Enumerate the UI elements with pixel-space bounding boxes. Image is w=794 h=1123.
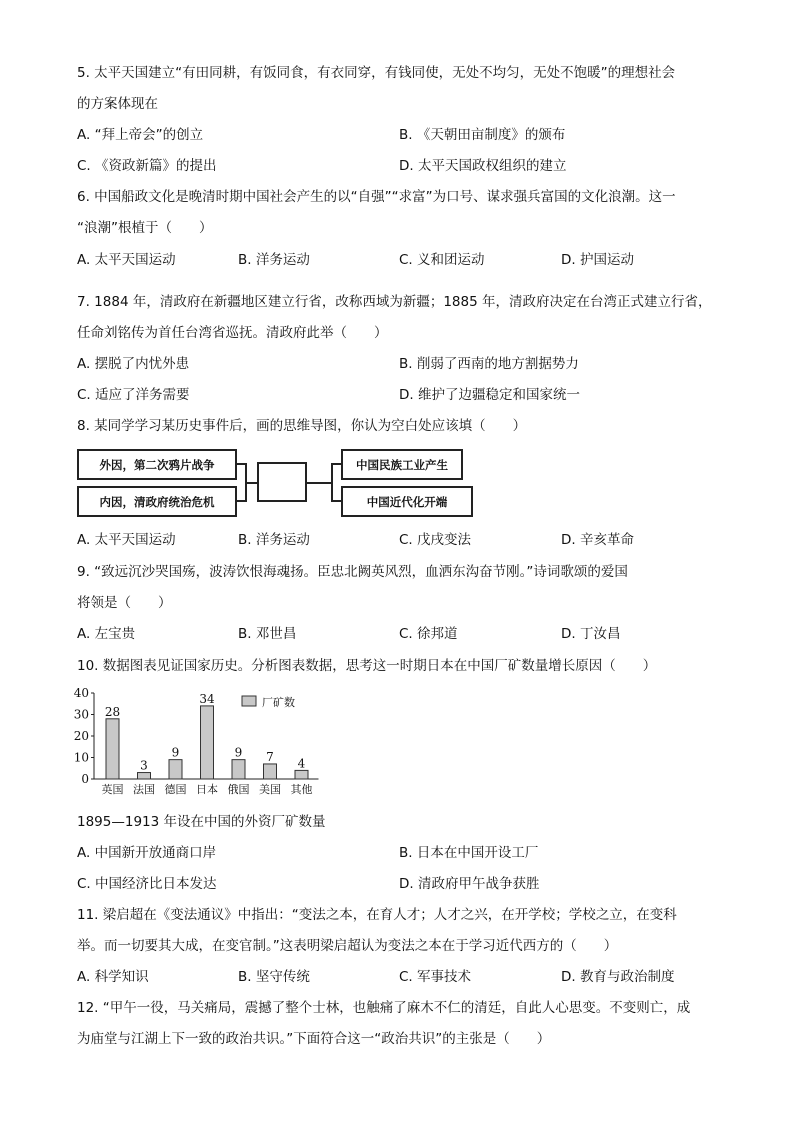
q9-option-b[interactable]: B. 邓世昌: [238, 626, 297, 642]
q12-stem-line2: 为庙堂与江湖上下一致的政治共识。”下面符合这一“政治共识”的主张是（ ）: [77, 1031, 551, 1047]
q8-stem: 8. 某同学学习某历史事件后，画的思维导图，你认为空白处应该填（ ）: [77, 418, 527, 434]
x-tick-label: 日本: [196, 783, 218, 796]
q7-option-d[interactable]: D. 维护了边疆稳定和国家统一: [399, 387, 580, 403]
x-tick-label: 美国: [259, 783, 281, 796]
mindmap-connector: [331, 463, 333, 502]
q11-option-c[interactable]: C. 军事技术: [399, 969, 472, 985]
q11-option-a[interactable]: A. 科学知识: [77, 969, 149, 985]
bar-日本: [201, 706, 214, 779]
x-tick-label: 俄国: [227, 783, 250, 796]
legend-swatch: [242, 696, 256, 706]
q9-stem-line2: 将领是（ ）: [77, 595, 172, 611]
q5-stem-line2: 的方案体现在: [77, 96, 158, 112]
q10-option-b[interactable]: B. 日本在中国开设工厂: [399, 845, 539, 861]
data-label: 4: [297, 756, 306, 771]
q10-option-c[interactable]: C. 中国经济比日本发达: [77, 876, 217, 892]
data-label: 28: [104, 704, 121, 719]
mindmap-connector: [307, 482, 333, 484]
bar-美国: [264, 764, 277, 779]
y-tick-label: 20: [73, 729, 89, 743]
q6-option-b[interactable]: B. 洋务运动: [238, 252, 310, 268]
q6-option-c[interactable]: C. 义和团运动: [399, 252, 485, 268]
q5-option-d[interactable]: D. 太平天国政权组织的建立: [399, 158, 567, 174]
q7-stem-line1: 7. 1884 年，清政府在新疆地区建立行省，改称西域为新疆；1885 年，清政府决定在台湾正式建立行省，: [77, 294, 712, 310]
y-tick-label: 40: [73, 686, 89, 700]
bar-其他: [295, 770, 308, 779]
q7-option-a[interactable]: A. 摆脱了内忧外患: [77, 356, 190, 372]
q5-option-a[interactable]: A. “拜上帝会”的创立: [77, 127, 204, 143]
q6-option-a[interactable]: A. 太平天国运动: [77, 252, 176, 268]
q8-option-a[interactable]: A. 太平天国运动: [77, 532, 176, 548]
q12-stem-line1: 12. “甲午一役，马关痛局，震撼了整个士林，也触痛了麻木不仁的清廷，自此人心思变。不变则亡，成: [77, 1000, 691, 1016]
q8-option-d[interactable]: D. 辛亥革命: [561, 532, 634, 548]
q10-option-d[interactable]: D. 清政府甲午战争获胜: [399, 876, 540, 892]
q11-option-d[interactable]: D. 教育与政治制度: [561, 969, 675, 985]
q11-option-b[interactable]: B. 坚守传统: [238, 969, 310, 985]
mindmap-result-modernization: 中国近代化开端: [341, 486, 473, 517]
q5-option-c[interactable]: C. 《资政新篇》的提出: [77, 158, 217, 174]
mindmap-result-industry: 中国民族工业产生: [341, 449, 463, 480]
q9-option-d[interactable]: D. 丁汝昌: [561, 626, 621, 642]
y-tick-label: 30: [73, 707, 89, 722]
q6-option-d[interactable]: D. 护国运动: [561, 252, 634, 268]
q6-stem-line2: “浪潮”根植于（ ）: [77, 220, 213, 236]
q11-stem-line2: 举。而一切要其大成，在变官制。”这表明梁启超认为变法之本在于学习近代西方的（ ）: [77, 938, 618, 954]
q7-option-b[interactable]: B. 削弱了西南的地方割据势力: [399, 356, 579, 372]
q9-option-c[interactable]: C. 徐邦道: [399, 626, 458, 642]
data-label: 9: [171, 745, 180, 760]
x-tick-label: 法国: [133, 783, 155, 796]
q9-stem-line1: 9. “致远沉沙哭国殇，波涛饮恨海魂扬。臣忠北阙英风烈，血洒东沟奋节刚。”诗词歌颂的爱国: [77, 564, 628, 580]
mindmap-connector: [331, 500, 341, 502]
bar-德国: [169, 760, 182, 779]
q10-stem: 10. 数据图表见证国家历史。分析图表数据，思考这一时期日本在中国厂矿数量增长原因（ ）: [77, 658, 657, 674]
data-label: 3: [140, 758, 148, 773]
q8-option-c[interactable]: C. 戊戌变法: [399, 532, 472, 548]
y-tick-label: 10: [73, 750, 89, 765]
bar-chart: [70, 686, 340, 800]
legend-label: 厂矿数: [262, 696, 295, 709]
mindmap-internal-cause: 内因，清政府统治危机: [77, 486, 237, 517]
data-label: 7: [266, 749, 274, 764]
mindmap-blank-box[interactable]: [257, 462, 307, 502]
x-tick-label: 德国: [164, 783, 187, 796]
q5-option-b[interactable]: B. 《天朝田亩制度》的颁布: [399, 127, 566, 143]
q10-chart-caption: 1895—1913 年设在中国的外资厂矿数量: [77, 814, 326, 830]
q9-option-a[interactable]: A. 左宝贵: [77, 626, 136, 642]
data-label: 9: [234, 745, 243, 760]
y-tick-label: 0: [81, 772, 89, 786]
bar-法国: [138, 773, 151, 779]
q7-stem-line2: 任命刘铭传为首任台湾省巡抚。清政府此举（ ）: [77, 325, 388, 341]
q10-option-a[interactable]: A. 中国新开放通商口岸: [77, 845, 217, 861]
mindmap-external-cause: 外因，第二次鸦片战争: [77, 449, 237, 480]
q5-stem-line1: 5. 太平天国建立“有田同耕，有饭同食，有衣同穿，有钱同使，无处不均匀，无处不饱暖”的理想社会: [77, 65, 676, 81]
bar-英国: [106, 719, 119, 779]
mindmap-connector: [331, 463, 341, 465]
q6-stem-line1: 6. 中国船政文化是晚清时期中国社会产生的以“自强”“求富”为口号、谋求强兵富国的文化浪潮。这一: [77, 189, 676, 205]
mindmap-connector: [245, 482, 257, 484]
bar-俄国: [232, 760, 245, 779]
q8-option-b[interactable]: B. 洋务运动: [238, 532, 310, 548]
q11-stem-line1: 11. 梁启超在《变法通议》中指出：“变法之本，在育人才；人才之兴，在开学校；学校之立，在变科: [77, 907, 677, 923]
x-tick-label: 其他: [290, 783, 313, 796]
x-tick-label: 英国: [101, 783, 124, 796]
data-label: 34: [199, 691, 215, 706]
q7-option-c[interactable]: C. 适应了洋务需要: [77, 387, 190, 403]
